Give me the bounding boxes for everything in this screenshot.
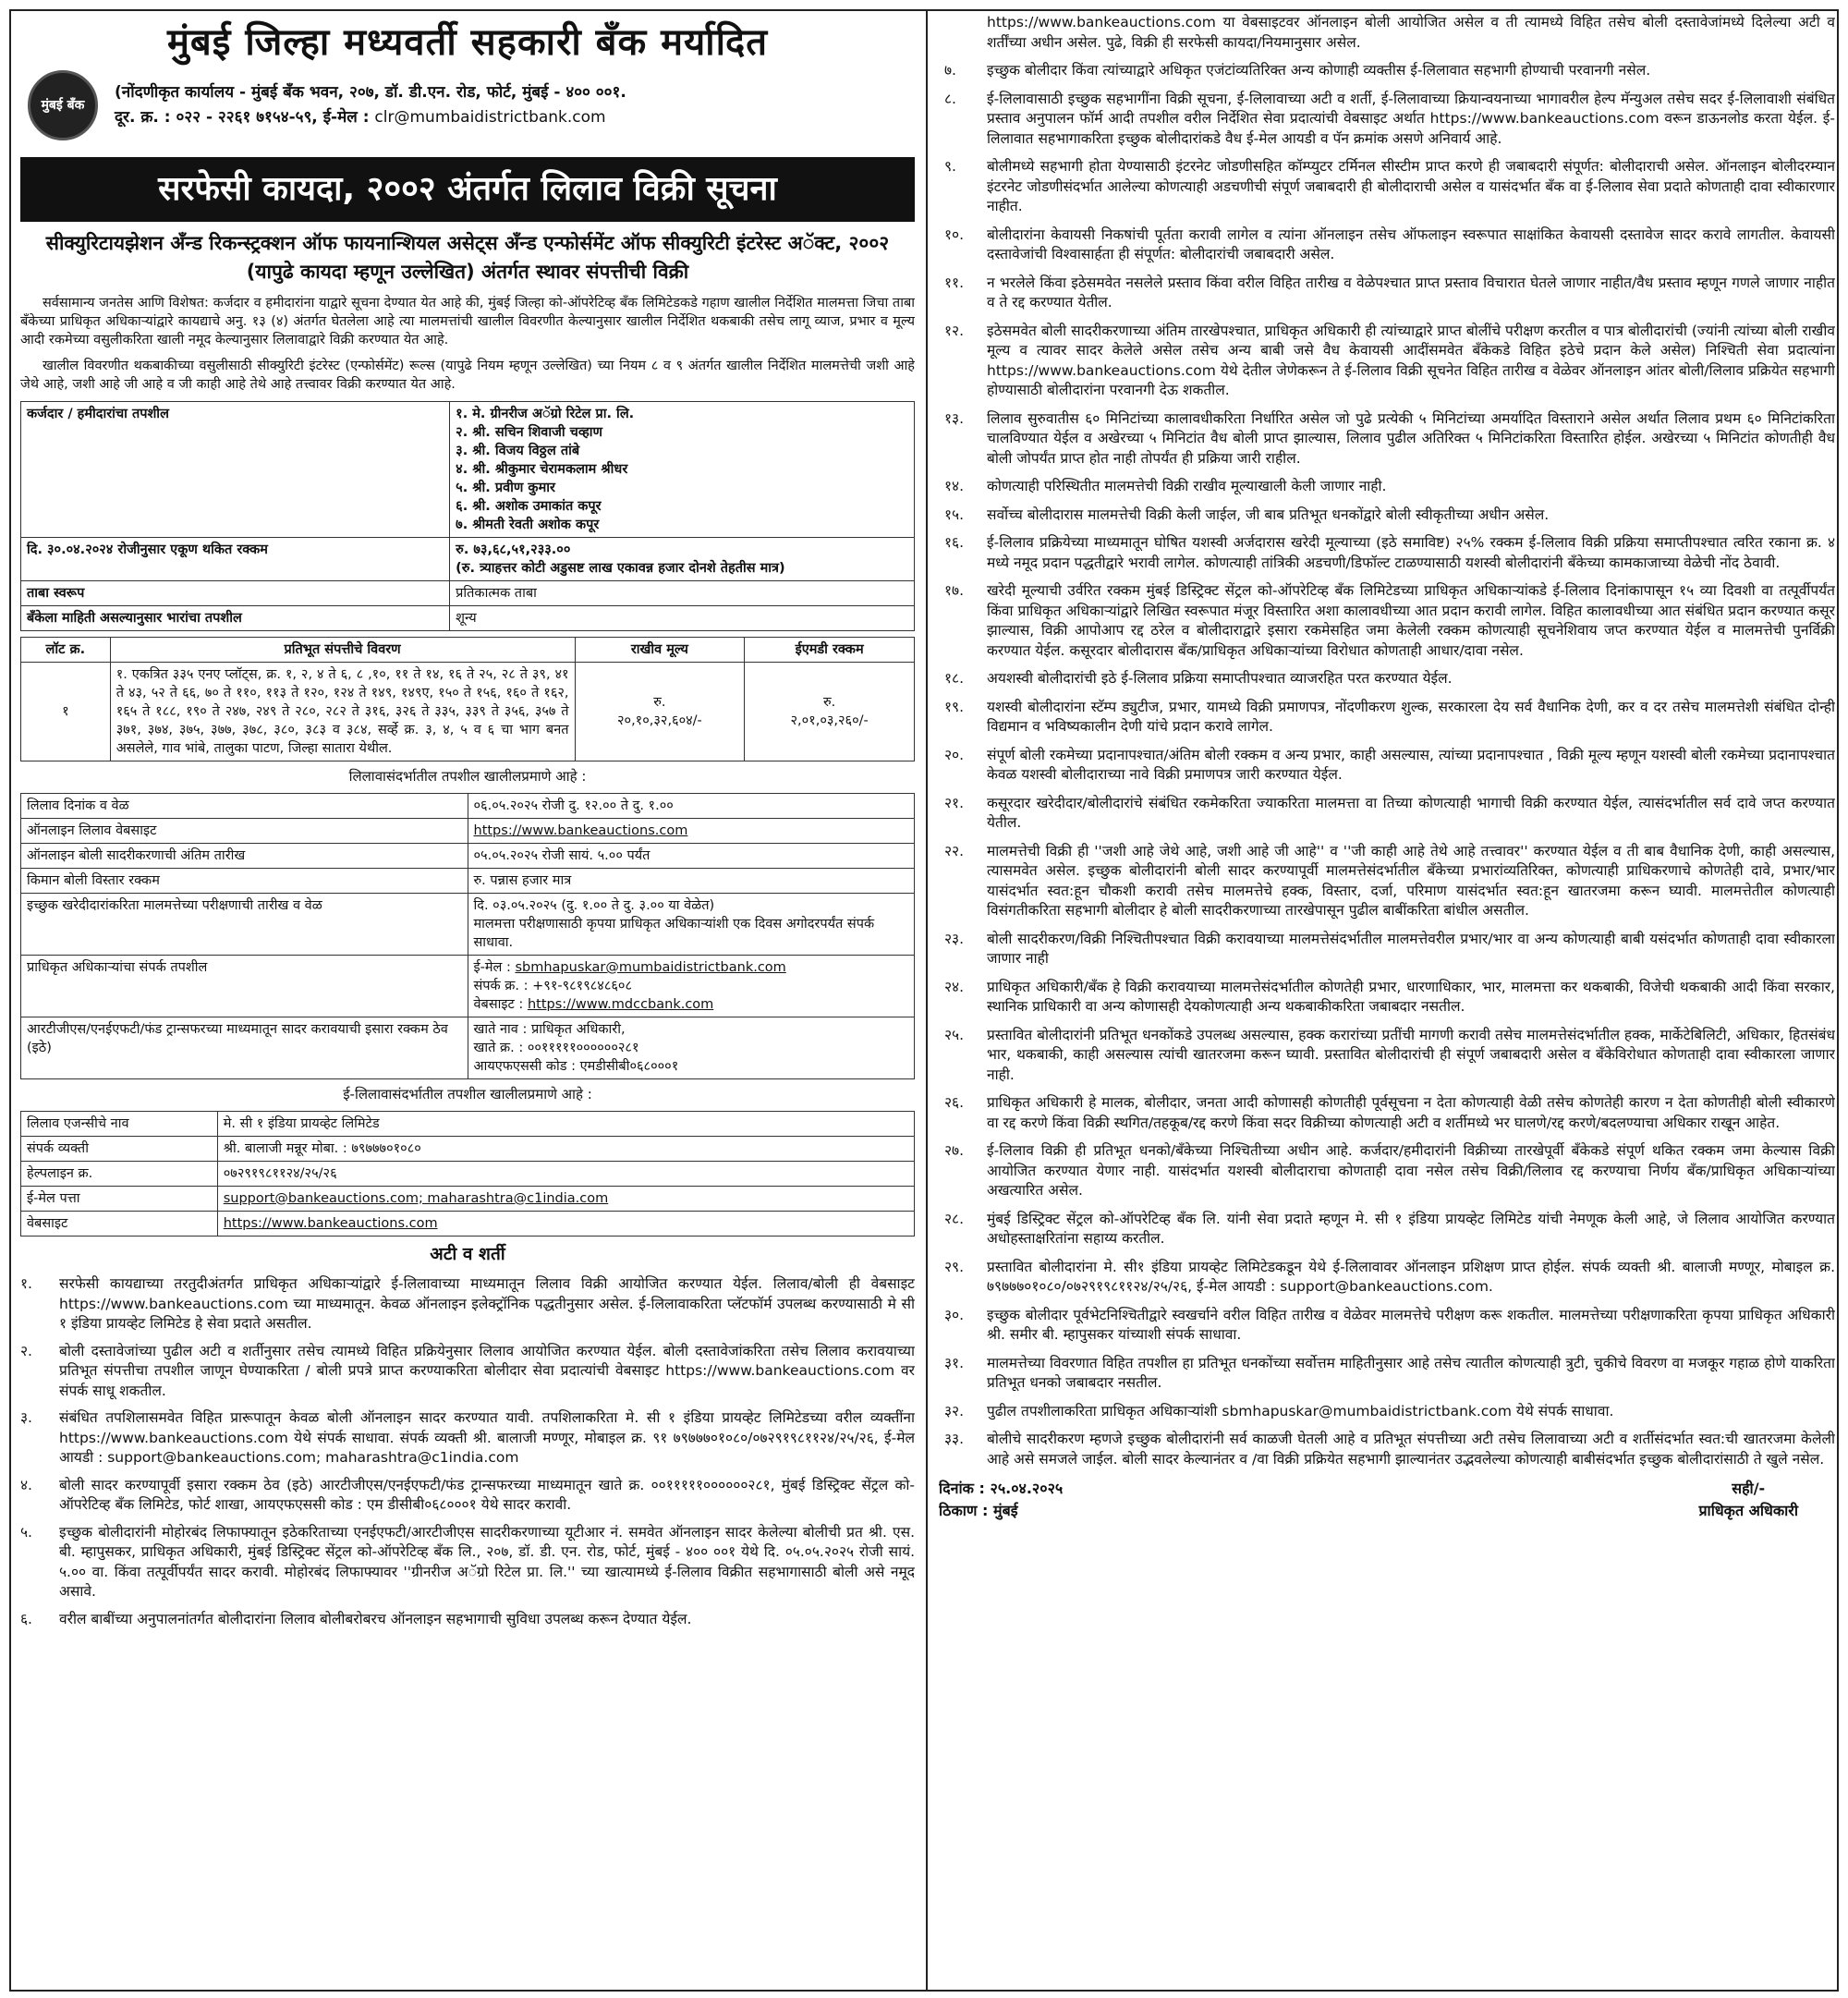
column-divider bbox=[926, 9, 928, 1992]
eauction-details-table bbox=[20, 1111, 915, 1237]
list-item: ६. वरील बाबींच्या अनुपालनांतर्गत बोलीदारांना लिलाव बोलीबरोबरच ऑनलाइन सहभागाची सुविधा उपलब्ध करून देण्यात येईल. bbox=[20, 1610, 692, 1627]
list-item: ५. इच्छुक बोलीदारांनी मोहोरबंद लिफाफ्यातून इठेकरिताच्या एनईएफटी/आरटीजीएस सादरीकरणाच्या यूटीआर नं. समवेत ऑनलाइन सादर केलेल्या बोलीची प्रत श्री. एस. बी. म्हापुसकर, प्राधिकृत अधिकारी, मुंबई डिस्ट्रिक्ट सेंट्रल को-ऑपरेटिव्ह बँक लि., २०७, डॉ. डी. एन. रोड, फोर्ट, मुंबई - ४०० ००१ येथे दि. ०५.०५.२०२५ रोजी सायं. ५.०० वा. किंवा तत्पूर्वीपर्यंत सादर करावी. मोहोरबंद लिफाफ्यावर ''ग्रीनरीज अॅग्रो रिटेल प्रा. लि.'' च्या खात्यामध्ये ई-लिलाव विक्रीत सहभागासाठी बोली असे नमूद असावे. bbox=[20, 1523, 915, 1601]
list-item: २९. प्रस्तावित बोलीदारांना मे. सी१ इंडिया प्रायव्हेट लिमिटेडकडून येथे ई-लिलावावर ऑनलाइन प्रशिक्षण प्राप्त होईल. संपर्क व्यक्ती श्री. बालाजी मण्णूर, मोबाइल क्र. ७९७७७०१०८०/०७२९१९८११२४/२५/२६, ई-मेल आयडी : support@bankeauctions.com. bbox=[944, 1258, 1835, 1295]
officer-email-link[interactable]: sbmhapuskar@mumbaidistrictbank.com bbox=[515, 959, 786, 975]
table-row: लिलाव एजन्सीचे नाव मे. सी १ इंडिया प्रायव्हेट लिमिटेड bbox=[21, 1111, 915, 1136]
left-column bbox=[20, 13, 915, 1991]
list-item: ११. न भरलेले किंवा इठेसमवेत नसलेले प्रस्ताव किंवा वरील विहित तारीख व वेळेपश्चात प्राप्त प्रस्ताव विचारात घेतले जाणार नाहीत/वैध प्रस्ताव म्हणून गणले जाणार नाहीत व ते रद्द करण्यात येतील. bbox=[944, 274, 1835, 311]
list-item: २५. प्रस्तावित बोलीदारांनी प्रतिभूत धनकोंकडे उपलब्ध असल्यास, हक्क करारांच्या प्रतींची मागणी करावी तसेच मालमत्तेसंदर्भातील हक्क, मार्केटेबिलिटी, अधिकार, हितसंबंध भार, थकबाकी, काही असल्यास त्यांची खातरजमा करून घ्यावी. प्रस्तावित बोलीदारांची ही संपूर्ण जबाबदारी असेल व बँकेविरोधात कोणताही दावा स्वीकारला जाणार नाही. bbox=[944, 1026, 1835, 1083]
borrower-details-table bbox=[20, 401, 915, 631]
list-item: २३. बोली सादरीकरण/विक्री निश्चितीपश्चात विक्री करावयाच्या मालमत्तेसंदर्भातील मालमत्तेवरील प्रभार/भार वा अन्य कोणत्याही बाबी यसंदर्भात कोणताही दावा स्वीकारला जाणार नाही bbox=[944, 930, 1835, 967]
list-item: ८. ई-लिलावासाठी इच्छुक सहभागींना विक्री सूचना, ई-लिलावाच्या अटी व शर्ती, ई-लिलावाच्या क्रियान्वयनाच्या भागावरील हेल्प मॅन्युअल तसेच सदर ई-लिलावाशी संबंधित प्रस्ताव अनुपालन फॉर्म आदी तपशील वरील निर्देशित सेवा प्रदात्यांची वेबसाइट अर्थात https://www.bankeauctions.com वरून डाऊनलोड करता येईल. ई-लिलावात सहभागाकरिता इच्छुक बोलीदारांकडे वैध ई-मेल आयडी व पॅन क्रमांक असणे अनिवार्य आहे. bbox=[944, 90, 1835, 147]
bank-email[interactable]: clr@mumbaidistrictbank.com bbox=[374, 108, 606, 127]
list-item: २४. प्राधिकृत अधिकारी/बँक हे विक्री करावयाच्या मालमत्तेसंदर्भातील कोणतेही प्रभार, धारणाधिकार, भार, मालमत्ता कर थकबाकी, विजेची थकबाकी आदी किंवा सरकार, स्थानिक प्राधिकारी वा अन्य कोणासही देयकोणत्याही अन्य थकबाकीकरिता जबाबदार नसतील. bbox=[944, 978, 1835, 1015]
list-item: ९. बोलीमध्ये सहभागी होता येण्यासाठी इंटरनेट जोडणीसहित कॉम्प्युटर टर्मिनल सीस्टीम प्राप्त करणे ही जबाबदारी संपूर्णत: बोलीदाराची असेल. ऑनलाइन बोलीदरम्यान इंटरनेट जोडणीसंदर्भात आलेल्या कोणत्याही अडचणीची संपूर्ण जबाबदारी ही बोलीदाराची असेल व यासंदर्भात बँक वा ई-लिलाव सेवा प्रदाते कोणताही दावा स्वीकारणार नाहीत. bbox=[944, 158, 1835, 214]
emd-account-details: खाते नाव : प्राधिकृत अधिकारी, खाते क्र. : ००१११११००००००२८१ आयएफएससी कोड : एमडीसीबी०६८०००१ bbox=[468, 1017, 915, 1078]
borrowers-list: १. मे. ग्रीनरीज अॅग्रो रिटेल प्रा. लि. २. श्री. सचिन शिवाजी चव्हाण ३. श्री. विजय विठ्ठल तांबे ४. श्री. श्रीकुमार चेरामकलाम श्रीधर ५. श्री. प्रवीण कुमार ६. श्री. अशोक उमाकांत कपूर ७. श्रीमती रेवती अशोक कपूर bbox=[450, 402, 915, 538]
list-item: २७. ई-लिलाव विक्री ही प्रतिभूत धनको/बँकेच्या निश्चितीच्या अधीन आहे. कर्जदार/हमीदारांनी विक्रीच्या तारखेपूर्वी बँकेकडे संपूर्ण थकित रक्कम जमा केल्यास विक्री आयोजित करण्यात येणार नाही. यासंदर्भात यशस्वी बोलीदाराचा कोणताही दावा नसेल तसेच विक्री/लिलाव रद्द करण्याचा निर्णय बँक/प्राधिकृत अधिकाऱ्यांच्या अखत्यारित असेल. bbox=[944, 1142, 1835, 1199]
bank-address: (नोंदणीकृत कार्यालय - मुंबई बँक भवन, २०७, डॉ. डी.एन. रोड, फोर्ट, मुंबई - ४०० ००१. bbox=[115, 83, 626, 102]
list-item: १५. सर्वोच्च बोलीदारास मालमत्तेची विक्री केली जाईल, जी बाब प्रतिभूत धनकोंद्वारे बोली स्वीकृतीच्या अधीन असेल. bbox=[944, 506, 1550, 523]
list-item: ३३. बोलीचे सादरीकरण म्हणजे इच्छुक बोलीदारांनी सर्व काळजी घेतली आहे व प्रतिभूत संपत्तीच्या अटी तसेच लिलावाच्या अटी व शर्तीसंदर्भात स्वत:ची खातरजमा केलेली आहे असे समजले जाईल. बोली सादर केल्यानंतर व /वा विक्री प्रक्रियेत सहभागी झाल्यानंतर उद्भवलेल्या कोणत्याही बाबीसंदर्भात इच्छुक बोलीदारांसाठी ते खुले नसेल. bbox=[944, 1431, 1835, 1468]
list-item: १८. अयशस्वी बोलीदारांची इठे ई-लिलाव प्रक्रिया समाप्तीपश्चात व्याजरहित परत करण्यात येईल. bbox=[944, 670, 1453, 687]
intro-paragraph: सर्वसामान्य जनतेस आणि विशेषत: कर्जदार व हमीदारांना याद्वारे सूचना देण्यात येत आहे की, मुंबई जिल्हा को-ऑपरेटिव्ह बँक लिमिटेडकडे गहाण खालील निर्देशित मालमत्ता जिचा ताबा बँकेच्या प्राधिकृत अधिकाऱ्यांद्वारे कायद्याचे अनु. १३ (४) अंतर्गत घेतलेला आहे त्या मालमत्तांची खालील विवरणीत केल्यानुसार खालील निर्देशित थकबाकी तसेच लागू व्याज, प्रभार व मूल्य आदी रकमेच्या वसुलीकरिता खाली नमूद केल्यानुसार लिलावाद्वारे विक्री करण्यात येत आहे. bbox=[20, 296, 915, 347]
table-header-row: लॉट क्र. प्रतिभूत संपत्तीचे विवरण राखीव मूल्य ईएमडी रक्कम bbox=[21, 638, 915, 663]
bank-contact-info bbox=[115, 80, 626, 130]
list-item: २२. मालमत्तेची विक्री ही ''जशी आहे जेथे आहे, जशी आहे जी आहे'' व ''जी काही आहे तेथे आहे तत्त्वावर'' करण्यात येईल व ती बाब वैधानिक देणी, काही असल्यास, त्यासमवेत असेल. इच्छुक बोलीदारांनी बोली सादर करण्यापूर्वी मालमत्तेसंदर्भातील बँकेच्या प्रभारांव्यतिरिक्त, कोणत्याही प्राधिकरणाचे कोणतेही दावे, प्रभार/भार यासंदर्भात स्वत:हून चौकशी करावी तसेच मालमत्तेचे हक्क, विस्तार, दर्जा, परिमाण यासंदर्भात स्वत:हून खातरजमा करून घ्यावी. मालमत्तेतील कोणत्याही विसंगतीकरिता सहभागी बोलीदार हे बोली सादरीकरणाच्या तारखेपासून पुढील बाबींकरिता बांधील असतील. bbox=[944, 842, 1835, 919]
bank-contact-line: दूर. क्र. : ०२२ - २२६१ ७१५४-५९, ई-मेल : clr@mumbaidistrictbank.com bbox=[115, 108, 606, 127]
table-row: हेल्पलाइन क्र. ०७२९१९८११२४/२५/२६ bbox=[21, 1161, 915, 1186]
lot-table bbox=[20, 637, 915, 761]
bank-logo-icon: मुंबई बँक bbox=[28, 70, 98, 140]
auction-details-caption: लिलावासंदर्भातील तपशील खालीलप्रमाणे आहे : bbox=[348, 768, 587, 785]
borrowers-label: कर्जदार / हमीदारांचा तपशील bbox=[21, 402, 450, 538]
property-description: १. एकत्रित ३३५ एनए प्लॉट्स, क्र. १, २, ४ ते ६, ८ ,१०, ११ ते १४, १६ ते २५, २८ ते ३९, ४१ ते ४३, ५२ ते ६६, ७० ते ११०, ११३ ते १२०, १२४ ते १४९, १४९ए, १५० ते १५६, १६० ते १६२, १६५ ते १८८, १९० ते २४७, २४९ ते २८०, २८२ ते ३१६, ३२६ ते ३३५, ३३९ ते ३५६, ३५७ ते ३७१, ३७४, ३७५, ३७७, ३७८, ३८०, ३८३ व ३८४, सर्व्हे क्र. ३, ४, ५ व ६ चा भाग बनत असलेले, गाव भांबे, तालुका पाटण, जिल्हा सातारा येथील. bbox=[110, 663, 575, 761]
notice-subtitle: सीक्युरिटायझेशन अँन्ड रिकन्स्ट्रक्शन ऑफ फायनान्शियल असेट्स अँन्ड एन्फोर्समेंट ऑफ सीक्युरिटी इंटरेस्ट अॅक्ट, २००२ (यापुढे कायदा म्हणून उल्लेखित) अंतर्गत स्थावर संपत्तीची विक्री bbox=[45, 232, 890, 283]
list-item: २०. संपूर्ण बोली रकमेच्या प्रदानापश्चात/अंतिम बोली रक्कम व अन्य प्रभार, काही असल्यास, त्यांच्या प्रदानापश्चात , विक्री मूल्य म्हणून यशस्वी बोली रकमेच्या प्रदानापश्चात केवळ यशस्वी बोलीदाराच्या नावे विक्री प्रमाणपत्र जारी करण्यात येईल. bbox=[944, 746, 1835, 783]
list-item: १७. खरेदी मूल्याची उर्वरित रक्कम मुंबई डिस्ट्रिक्ट सेंट्रल को-ऑपरेटिव्ह बँक लिमिटेडच्या प्राधिकृत अधिकाऱ्यांकडे ई-लिलाव दिनांकापासून १५ व्या दिवशी वा तत्पूर्वीपर्यंत किंवा प्राधिकृत अधिकाऱ्यांद्वारे लिखित स्वरूपात मंजूर विस्तारित अशा कालावधीच्या आत प्रदान करावी लागेल. विहित कालावधीच्या आत संबंधित प्रदान करण्यात कसूर झाल्यास, विक्री आपोआप रद्द ठरेल व बोलीदाराद्वारे इसारा रकमेसहित जमा केलेली रक्कम कोणत्याही सूचनेशिवाय जप्त करण्यात येईल व मालमत्तेची पुनर्विक्री करण्यात येईल. कसूरदार बोलीदारास बँक/प्राधिकृत अधिकाऱ्यांच्या विरोधात कोणताही आधार/दावा नसेल. bbox=[944, 582, 1835, 659]
intro-paragraph: खालील विवरणीत थकबाकीच्या वसुलीसाठी सीक्युरिटी इंटरेस्ट (एन्फोर्समेंट) रूल्स (यापुढे नियम म्हणून उल्लेखित) च्या नियम ८ व ९ अंतर्गत खालील निर्देशित मालमत्तेची जशी आहे जेथे आहे, जशी आहे जी आहे व जी काही आहे तेथे आहे तत्त्वावर विक्री करण्यात येत आहे. bbox=[20, 359, 915, 392]
list-item: ३०. इच्छुक बोलीदार पूर्वभेटनिश्चितीद्वारे स्वखर्चाने वरील विहित तारीख व वेळेवर मालमत्तेचे परीक्षण करू शकतील. मालमत्तेच्या परीक्षणाकरिता कृपया प्राधिकृत अधिकारी श्री. समीर बी. म्हापुसकर यांच्याशी संपर्क साधावा. bbox=[944, 1306, 1835, 1343]
signature: सही/- bbox=[1732, 1480, 1766, 1497]
right-column bbox=[939, 13, 1835, 1991]
list-item: ७. इच्छुक बोलीदार किंवा त्यांच्याद्वारे अधिकृत एजंटांव्यतिरिक्त अन्य कोणाही व्यक्तीस ई-लिलावात सहभागी होण्याची परवानगी नसेल. bbox=[944, 62, 1651, 79]
table-row: ई-मेल पत्ता support@bankeauctions.com; maharashtra@c1india.com bbox=[21, 1186, 915, 1211]
table-row: इच्छुक खरेदीदारांकरिता मालमत्तेच्या परीक्षणाची तारीख व वेळ दि. ०३.०५.२०२५ (दु. १.०० ते दु. ३.०० या वेळेत) मालमत्ता परीक्षणासाठी कृपया प्राधिकृत अधिकाऱ्यांशी एक दिवस अगोदरपर्यंत संपर्क साधावा. bbox=[21, 893, 915, 955]
list-item: ३१. मालमत्तेच्या विवरणात विहित तपशील हा प्रतिभूत धनकोंच्या सर्वोत्तम माहितीनुसार आहे तसेच त्यातील कोणत्याही त्रुटी, चुकीचे विवरण वा मजकूर गहाळ होणे याकरिता प्रतिभूत धनको जबाबदार नसतील. bbox=[944, 1354, 1835, 1391]
signatory-designation: प्राधिकृत अधिकारी bbox=[1698, 1502, 1798, 1519]
signature-block: दिनांक : २५.०४.२०२५ ठिकाण : मुंबई सही/- प्राधिकृत अधिकारी bbox=[939, 1478, 1835, 1522]
list-item: १. सरफेसी कायद्याच्या तरतुदीअंतर्गत प्राधिकृत अधिकाऱ्यांद्वारे ई-लिलावाच्या माध्यमातून लिलाव विक्री आयोजित करण्यात येईल. लिलाव/बोली ही वेबसाइट https://www.bankeauctions.com च्या माध्यमातून. केवळ ऑनलाइन इलेक्ट्रॉनिक पद्धतीनुसार असेल. ई-लिलावाकरिता प्लॅटफॉर्म उपलब्ध करण्यासाठी मे सी १ इंडिया प्रायव्हेट लिमिटेड हे सेवा प्रदाते असतील. bbox=[20, 1275, 915, 1333]
list-item: २१. कसूरदार खरेदीदार/बोलीदारांचे संबंधित रकमेकरिता ज्याकरिता मालमत्ता वा तिच्या कोणत्याही भागाची विक्री करण्यात येईल, त्यासंदर्भातील सर्व दावे जप्त करण्यात येतील. bbox=[944, 794, 1835, 831]
list-item: १३. लिलाव सुरुवातीस ६० मिनिटांच्या कालावधीकरिता निर्धारित असेल जो पुढे प्रत्येकी ५ मिनिटांच्या अमर्यादित विस्ताराने असेल अर्थात लिलाव प्रथम ६० मिनिटांकरिता चालविण्यात येईल व अखेरच्या ५ मिनिटांत वैध बोली प्राप्त झाल्यास, लिलाव पुढील अतिरिक्त ५ मिनिटांकरिता विस्तारित होईल. अखेरच्या ५ मिनिटांत कोणतीही वैध बोली जोपर्यंत प्राप्त होत नाही तोपर्यंत ही प्रक्रिया जारी राहील. bbox=[944, 409, 1835, 467]
terms-heading: अटी व शर्ती bbox=[430, 1243, 505, 1264]
table-row: किमान बोली विस्तार रक्कम रु. पन्नास हजार मात्र bbox=[21, 868, 915, 893]
auction-website-link[interactable]: https://www.bankeauctions.com bbox=[473, 822, 688, 838]
agency-website-link[interactable]: https://www.bankeauctions.com bbox=[223, 1215, 438, 1231]
list-item: २. बोली दस्तावेजांच्या पुढील अटी व शर्तीनुसार तसेच त्यामध्ये विहित प्रक्रियेनुसार लिलाव आयोजित करण्यात येईल. बोली दस्तावेजांकरिता तसेच लिलाव करावयाच्या प्रतिभूत संपत्तीचा तपशील जाणून घेण्याकरिता / बोली प्रपत्रे प्राप्त करण्याकरिता बोलीदार सेवा प्रदात्यांची वेबसाइट https://www.bankeauctions.com वर संपर्क साधू शकतील. bbox=[20, 1342, 915, 1399]
table-row: १ १. एकत्रित ३३५ एनए प्लॉट्स, क्र. १, २, ४ ते ६, ८ ,१०, ११ ते १४, १६ ते २५, २८ ते ३९, ४१ ते ४३, ५२ ते ६६, ७० ते ११०, ११३ ते १२०, १२४ ते १४९, १४९ए, १५० ते १५६, १६० ते १६२, १६५ ते १८८, १९० ते २४७, २४९ ते २८०, २८२ ते ३१६, ३२६ ते ३३५, ३३९ ते ३५६, ३५७ ते ३७१, ३७४, ३७५, ३७७, ३७८, ३८०, ३८३ व ३८४, सर्व्हे क्र. ३, ४, ५ व ६ चा भाग बनत असलेले, गाव भांबे, तालुका पाटण, जिल्हा सातारा येथील. रु. २०,१०,३२,६०४/- रु. २,०१,०३,२६०/- bbox=[21, 663, 915, 761]
bank-header bbox=[20, 70, 915, 140]
officer-contact: ई-मेल : sbmhapuskar@mumbaidistrictbank.com संपर्क क्र. : +९१-९८१९८४८६०८ वेबसाइट : https://www.mdccbank.com bbox=[468, 955, 915, 1017]
terms-list-right bbox=[939, 13, 1835, 1469]
bank-name: मुंबई जिल्हा मध्यवर्ती सहकारी बँक मर्यादित bbox=[167, 21, 768, 64]
list-item: ३२. पुढील तपशीलाकरिता प्राधिकृत अधिकाऱ्यांशी sbmhapuskar@mumbaidistrictbank.com येथे संपर्क साधावा. bbox=[944, 1402, 1614, 1419]
table-row: ऑनलाइन लिलाव वेबसाइट https://www.bankeauctions.com bbox=[21, 818, 915, 843]
table-row: दि. ३०.०४.२०२४ रोजीनुसार एकूण थकित रक्कम रु. ७३,६८,५१,२३३.०० (रु. त्र्याहत्तर कोटी अडुसष्ट लाख एकावन्न हजार दोनशे तेहतीस मात्र) bbox=[21, 538, 915, 581]
agency-email-link[interactable]: support@bankeauctions.com; maharashtra@c1india.com bbox=[223, 1190, 609, 1206]
list-item: ४. बोली सादर करण्यापूर्वी इसारा रक्कम ठेव (इठे) आरटीजीएस/एनईएफटी/फंड ट्रान्सफरच्या माध्यमातून खाते क्र. ००१११११००००००२८१, मुंबई डिस्ट्रिक्ट सेंट्रल को-ऑपरेटिव्ह बँक लिमिटेड, फोर्ट शाखा, आयएफएससी कोड : एम डीसीबी०६८०००१ येथे सादर करावी. bbox=[20, 1476, 915, 1514]
list-item: २६. प्राधिकृत अधिकारी हे मालक, बोलीदार, जनता आदी कोणासही कोणतीही पूर्वसूचना न देता कोणत्याही वेळी तसेच कोणतेही कारण न देता कोणतीही बोली स्वीकारणे वा रद्द करणे किंवा विक्री स्थगित/तहकूब/रद्द करणे किंवा सदर विक्रीच्या कोणत्याही अटी व शर्तीमध्ये भर घालणे/रद्द करणे/बदलण्याचा अधिकार राखून आहेत. bbox=[944, 1094, 1835, 1131]
table-row: बँकेला माहिती असल्यानुसार भारांचा तपशील शून्य bbox=[21, 606, 915, 631]
notice-date: २५.०४.२०२५ bbox=[990, 1480, 1064, 1497]
table-row: ताबा स्वरूप प्रतिकात्मक ताबा bbox=[21, 581, 915, 606]
table-row: ऑनलाइन बोली सादरीकरणाची अंतिम तारीख ०५.०५.२०२५ रोजी सायं. ५.०० पर्यंत bbox=[21, 843, 915, 868]
list-item: १४. कोणत्याही परिस्थितीत मालमत्तेची विक्री राखीव मूल्याखाली केली जाणार नाही. bbox=[944, 478, 1387, 494]
list-item: १२. इठेसमवेत बोली सादरीकरणाच्या अंतिम तारखेपश्चात, प्राधिकृत अधिकारी ही त्यांच्याद्वारे प्राप्त बोलींचे परीक्षण करतील व पात्र बोलीदारांची (ज्यांनी त्यांच्या बोली राखीव मूल्य व त्यावर सादर केलेले असेल तसेच अन्य बाबी जसे वैध केवायसी आदींसमवेत बँकेकडे विहित इठेचे प्रदान केले असेल) निश्चिती सेवा प्रदात्यांना https://www.bankeauctions.com येथे देतील जेणेकरून ते ई-लिलाव विक्री सूचनेत विहित तारीख व वेळेवर ऑनलाइन आंतर बोली/लिलाव प्रक्रियेत सहभागी होण्यासाठी बोलीदारांना परवानगी देऊ शकतील. bbox=[944, 322, 1835, 398]
list-item: २८. मुंबई डिस्ट्रिक्ट सेंट्रल को-ऑपरेटिव्ह बँक लि. यांनी सेवा प्रदाते म्हणून मे. सी १ इंडिया प्रायव्हेट लिमिटेड यांची नेमणूक केली आहे, जे लिलाव आयोजित करण्यात अधोहस्ताक्षरितांना सहाय्य करतील. bbox=[944, 1210, 1835, 1247]
table-row: संपर्क व्यक्ती श्री. बालाजी मन्नूर मोबा. : ७९७७७०१०८० bbox=[21, 1136, 915, 1161]
list-item: १९. यशस्वी बोलीदारांना स्टॅम्प ड्युटीज, प्रभार, यामध्ये विक्री प्रमाणपत्र, नोंदणीकरण शुल्क, सरकारला देय सर्व वैधानिक देणी, कर व दर तसेच मालमत्तेशी संबंधित दोन्ही विद्यमान व भविष्यकालीन देणी यांचे प्रदान करावे लागेल. bbox=[944, 698, 1835, 735]
list-item: १६. ई-लिलाव प्रक्रियेच्या माध्यमातून घोषित यशस्वी अर्जदारास खरेदी मूल्याच्या (इठे समाविष्ट) २५% रक्कम ई-लिलाव विक्री प्रक्रिया समाप्तीपश्चात त्वरित रकाना क्र. ४ मध्ये नमूद प्रदान पद्धतीद्वारे भरावी लागेल. कोणत्याही तांत्रिकी अडचणी/डिफॉल्ट टाळण्यासाठी यशस्वी बोलीदारांनी बँकेच्या कामकाजाच्या वेळेची नोंद ठेवावी. bbox=[944, 534, 1835, 571]
table-row: वेबसाइट https://www.bankeauctions.com bbox=[21, 1211, 915, 1236]
eauction-details-caption: ई-लिलावासंदर्भातील तपशील खालीलप्रमाणे आहे : bbox=[343, 1085, 592, 1103]
table-row: लिलाव दिनांक व वेळ ०६.०५.२०२५ रोजी दु. १२.०० ते दु. १.०० bbox=[21, 793, 915, 818]
list-item: https://www.bankeauctions.com या वेबसाइटवर ऑनलाइन बोली आयोजित असेल व ती त्यामध्ये विहित तसेच बोली दस्तावेजांमध्ये दिलेल्या अटी व शर्तींच्या अधीन असेल. पुढे, विक्री ही सरफेसी कायदा/नियमानुसार असेल. bbox=[987, 14, 1835, 51]
auction-details-table bbox=[20, 793, 915, 1079]
emd-amount: रु. २,०१,०३,२६०/- bbox=[745, 663, 915, 761]
notice-title-banner: सरफेसी कायदा, २००२ अंतर्गत लिलाव विक्री सूचना bbox=[20, 157, 915, 222]
table-row: आरटीजीएस/एनईएफटी/फंड ट्रान्सफरच्या माध्यमातून सादर करावयाची इसारा रक्कम ठेव (इठे) खाते नाव : प्राधिकृत अधिकारी, खाते क्र. : ००१११११००००००२८१ आयएफएससी कोड : एमडीसीबी०६८०००१ bbox=[21, 1017, 915, 1078]
list-item: ३. संबंधित तपशिलासमवेत विहित प्रारूपातून केवळ बोली ऑनलाइन सादर करण्यात यावी. तपशिलाकरिता मे. सी १ इंडिया प्रायव्हेट लिमिटेडच्या वरील व्यक्तींना https://www.bankeauctions.com येथे संपर्क साधावा. संपर्क व्यक्ती श्री. बालाजी मण्णूर, मोबाइल क्र. ९१ ७९७७७०१०८०/०७२९१९८११२४/२५/२६, ई-मेल आयडी : support@bankeauctions.com; maharashtra@c1india.com bbox=[20, 1409, 915, 1467]
list-item: १०. बोलीदारांना केवायसी निकषांची पूर्तता करावी लागेल व त्यांना ऑनलाइन तसेच ऑफलाइन स्वरूपात साक्षांकित केवायसी दस्तावेज सादर करावे लागतील. केवायसी दस्तावेजांची विश्वासार्हता ही संपूर्णत: बोलीदारांची जबाबदारी असेल. bbox=[944, 225, 1835, 262]
inspection-details: दि. ०३.०५.२०२५ (दु. १.०० ते दु. ३.०० या वेळेत) मालमत्ता परीक्षणासाठी कृपया प्राधिकृत अधिकाऱ्यांशी एक दिवस अगोदरपर्यंत संपर्क साधावा. bbox=[468, 893, 915, 955]
notice-place: मुंबई bbox=[993, 1502, 1018, 1519]
terms-list-left bbox=[20, 1274, 915, 1629]
reserve-price: रु. २०,१०,३२,६०४/- bbox=[575, 663, 745, 761]
table-row bbox=[21, 402, 915, 538]
officer-website-link[interactable]: https://www.mdccbank.com bbox=[527, 996, 714, 1012]
table-row: प्राधिकृत अधिकाऱ्यांचा संपर्क तपशील ई-मेल : sbmhapuskar@mumbaidistrictbank.com संपर्क क्र. : +९१-९८१९८४८६०८ वेबसाइट : https://www.mdccbank.com bbox=[21, 955, 915, 1017]
bank-phone: ०२२ - २२६१ ७१५४-५९, bbox=[176, 108, 318, 127]
outstanding-amount: रु. ७३,६८,५१,२३३.०० (रु. त्र्याहत्तर कोटी अडुसष्ट लाख एकावन्न हजार दोनशे तेहतीस मात्र) bbox=[450, 538, 915, 581]
